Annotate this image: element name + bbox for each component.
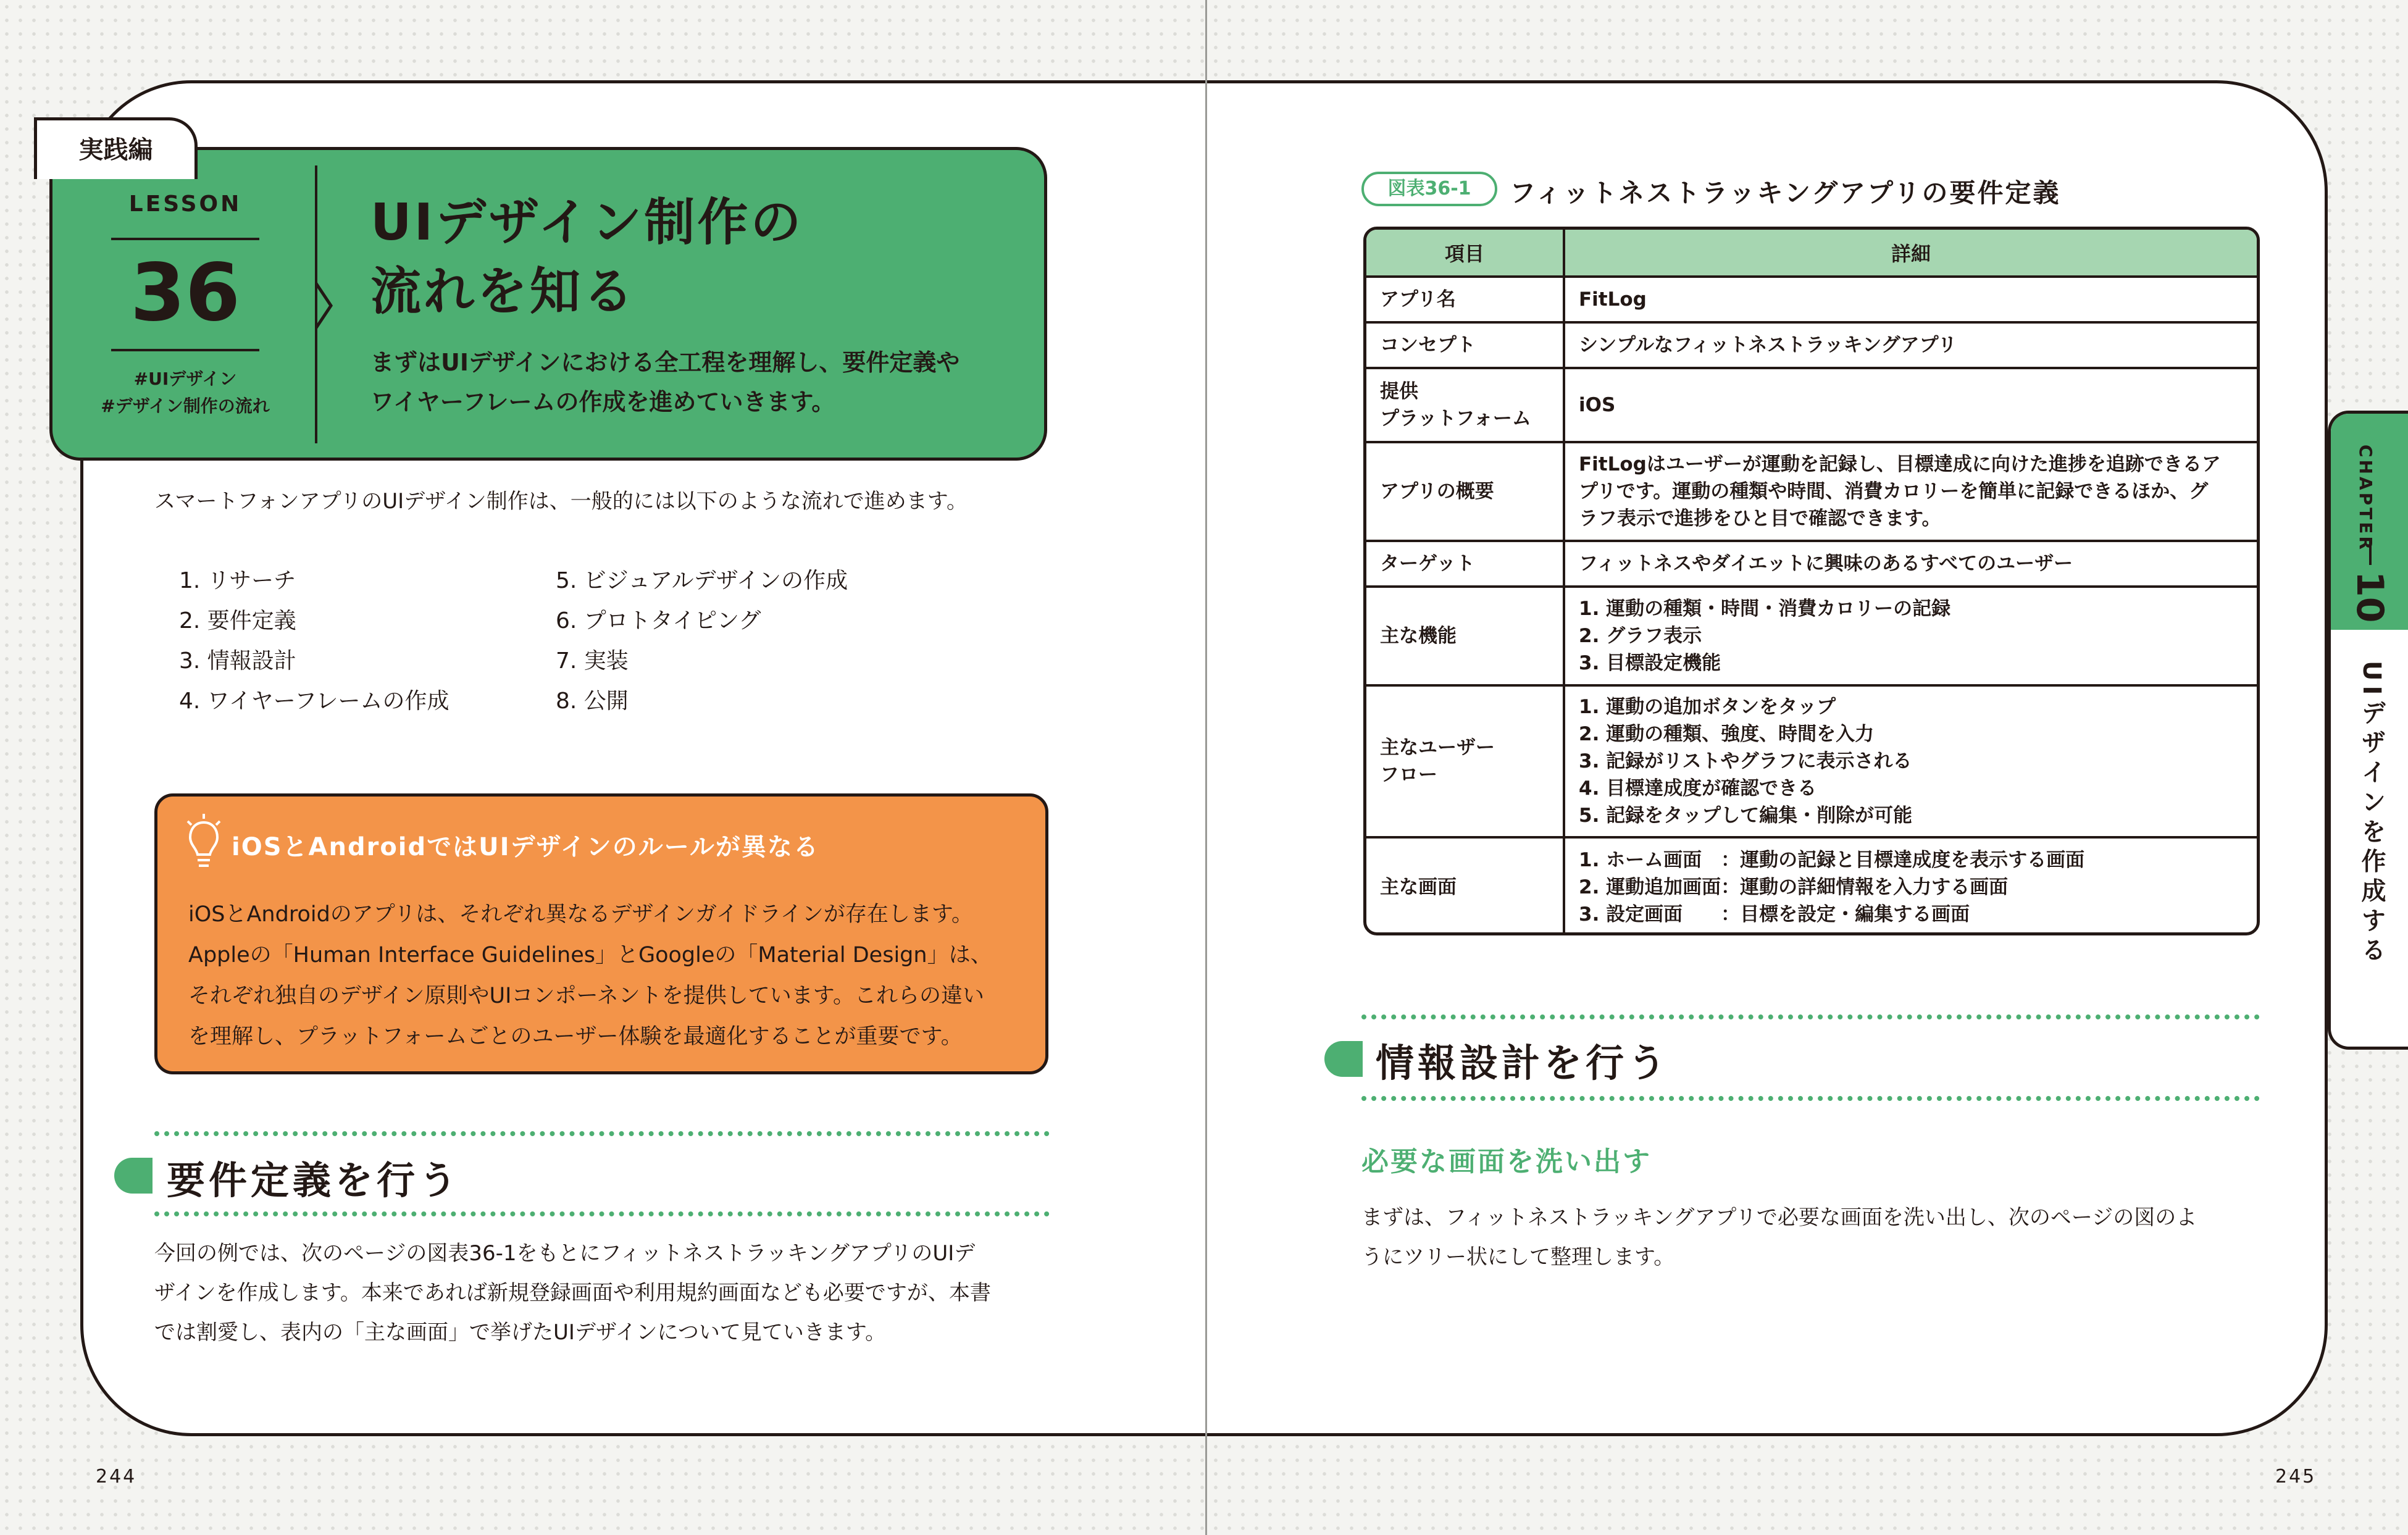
- detail-line: 4. 目標達成度が確認できる: [1579, 777, 1817, 800]
- table-row: [1366, 541, 2257, 587]
- row-detail: [1564, 277, 2257, 322]
- section-divider: [1361, 1014, 2260, 1019]
- row-label: 主な画面: [1366, 837, 1564, 935]
- row-label: ターゲット: [1366, 541, 1564, 587]
- body-line: うにツリー状にして整理します。: [1361, 1245, 1675, 1269]
- tip-line: iOSとAndroidのアプリは、それぞれ異なるデザインガイドラインが存在します。: [188, 902, 974, 927]
- step-item: 6. プロトタイピング: [556, 608, 761, 634]
- section-body: [1361, 1198, 2263, 1277]
- detail-line: ラフ表示で進捗をひと目で確認できます。: [1579, 508, 1941, 530]
- detail-line: 1. 運動の種類・時間・消費カロリーの記録: [1579, 598, 1951, 620]
- detail-line: 1. 運動の追加ボタンをタップ: [1579, 696, 1836, 718]
- row-label: アプリ名: [1366, 277, 1564, 322]
- lesson-description-line: まずはUIデザインにおける全工程を理解し、要件定義や: [370, 349, 960, 376]
- detail-line: 3. 記録がリストやグラフに表示される: [1579, 750, 1912, 772]
- step-item: 8. 公開: [556, 688, 629, 714]
- lightbulb-icon: [185, 814, 222, 876]
- step-item: 5. ビジュアルデザインの作成: [556, 568, 848, 593]
- lesson-word: LESSON: [128, 191, 242, 217]
- detail-line: 2. グラフ表示: [1579, 625, 1702, 647]
- lesson-description: [370, 343, 1037, 422]
- detail-line: FitLogはユーザーが運動を記録し、目標達成に向けた進捗を追跡できるア: [1579, 453, 2221, 475]
- body-line: では割愛し、表内の「主な画面」で挙げたUIデザインについて見ていきます。: [154, 1320, 887, 1345]
- chapter-title: UIデザインを作成する: [2357, 661, 2386, 967]
- table-row: [1366, 277, 2257, 322]
- step-item: 3. 情報設計: [179, 648, 296, 674]
- body-line: ザインを作成します。本来であれば新規登録画面や利用規約画面なども必要ですが、本書: [154, 1281, 991, 1305]
- section-divider: [154, 1211, 1050, 1216]
- detail-line: 2. 運動追加画面：運動の詳細情報を入力する画面: [1579, 876, 2009, 898]
- lesson-tag: #デザイン制作の流れ: [101, 396, 270, 416]
- chapter-number: 10: [2348, 571, 2391, 623]
- tip-text: [188, 894, 1028, 1057]
- chapter-rule: [2369, 540, 2372, 565]
- tip-title: iOSとAndroidではUIデザインのルールが異なる: [232, 833, 819, 861]
- tip-line: Appleの「Human Interface Guidelines」とGoogleの「Material Design」は、: [188, 943, 992, 968]
- tip-line: それぞれ独自のデザイン原則やUIコンポーネントを提供しています。これらの違い: [188, 984, 984, 1008]
- section-divider: [1361, 1096, 2260, 1101]
- row-detail: [1564, 368, 2257, 442]
- row-detail: [1564, 322, 2257, 368]
- step-item: 2. 要件定義: [179, 608, 296, 634]
- section-body: [154, 1234, 1050, 1352]
- row-label: 主なユーザー フロー: [1366, 685, 1564, 837]
- body-line: 今回の例では、次のページの図表36-1をもとにフィットネストラッキングアプリのUIデ: [154, 1241, 976, 1266]
- table-row: [1366, 837, 2257, 935]
- body-line: まずは、フィットネストラッキングアプリで必要な画面を洗い出し、次のページの図のよ: [1361, 1205, 2197, 1230]
- lesson-rule-bottom: [111, 349, 259, 351]
- detail-line: 2. 運動の種類、強度、時間を入力: [1579, 723, 1875, 745]
- section-label: 実践編: [34, 117, 198, 179]
- table-row: [1366, 587, 2257, 685]
- table-row: [1366, 322, 2257, 368]
- heading-marker: [114, 1158, 153, 1194]
- row-label: 主な機能: [1366, 587, 1564, 685]
- figure-badge: 図表36-1: [1361, 172, 1497, 206]
- lesson-title: [370, 188, 1037, 327]
- page-number: 244: [96, 1466, 137, 1487]
- detail-line: FitLog: [1579, 288, 1647, 311]
- row-detail: [1564, 587, 2257, 685]
- detail-line: 3. 目標設定機能: [1579, 652, 1721, 674]
- section-heading: 要件定義を行う: [167, 1158, 461, 1203]
- detail-line: フィットネスやダイエットに興味のあるすべてのユーザー: [1579, 553, 2073, 575]
- figure-title: フィットネストラッキングアプリの要件定義: [1510, 178, 2061, 208]
- detail-line: 5. 記録をタップして編集・削除が可能: [1579, 805, 1913, 827]
- page-gutter: [1205, 0, 1207, 1535]
- section-heading: 情報設計を行う: [1376, 1040, 1670, 1085]
- detail-line: iOS: [1579, 394, 1616, 416]
- row-detail: [1564, 837, 2257, 935]
- row-label: コンセプト: [1366, 322, 1564, 368]
- lesson-description-line: ワイヤーフレームの作成を進めていきます。: [370, 388, 835, 416]
- table-row: [1366, 368, 2257, 442]
- row-label: アプリの概要: [1366, 442, 1564, 541]
- chapter-tab: [2328, 411, 2408, 1050]
- step-item: 7. 実装: [556, 648, 629, 674]
- table-header: 詳細: [1564, 230, 2257, 277]
- detail-line: シンプルなフィットネストラッキングアプリ: [1579, 334, 1957, 356]
- row-detail: [1564, 685, 2257, 837]
- page-number: 245: [2275, 1466, 2317, 1487]
- detail-line: 1. ホーム画面 ：運動の記録と目標達成度を表示する画面: [1579, 849, 2085, 871]
- detail-line: 3. 設定画面 ：目標を設定・編集する画面: [1579, 903, 1970, 926]
- chevron-right-icon: [314, 281, 335, 330]
- lesson-title-line: UIデザイン制作の: [370, 193, 804, 252]
- lesson-tag: #UIデザイン: [133, 369, 237, 389]
- intro-text: スマートフォンアプリのUIデザイン制作は、一般的には以下のような流れで進めます。: [154, 489, 968, 514]
- detail-line: プリです。運動の種類や時間、消費カロリーを簡単に記録できるほか、グ: [1579, 480, 2209, 503]
- section-divider: [154, 1131, 1050, 1136]
- lesson-rule-top: [111, 238, 259, 240]
- tip-line: を理解し、プラットフォームごとのユーザー体験を最適化することが重要です。: [188, 1024, 963, 1049]
- lesson-title-line: 流れを知る: [370, 262, 637, 321]
- table-row: [1366, 442, 2257, 541]
- row-detail: [1564, 442, 2257, 541]
- heading-marker: [1324, 1041, 1363, 1077]
- table-row: [1366, 685, 2257, 837]
- requirements-table: [1363, 227, 2260, 935]
- subheading: 必要な画面を洗い出す: [1361, 1146, 1652, 1177]
- chapter-word: CHAPTER: [2356, 445, 2376, 552]
- step-item: 4. ワイヤーフレームの作成: [179, 688, 449, 714]
- step-item: 1. リサーチ: [179, 568, 296, 593]
- row-label: 提供 プラットフォーム: [1366, 368, 1564, 442]
- lesson-number: 36: [130, 247, 241, 339]
- table-header: 項目: [1366, 230, 1564, 277]
- row-detail: [1564, 541, 2257, 587]
